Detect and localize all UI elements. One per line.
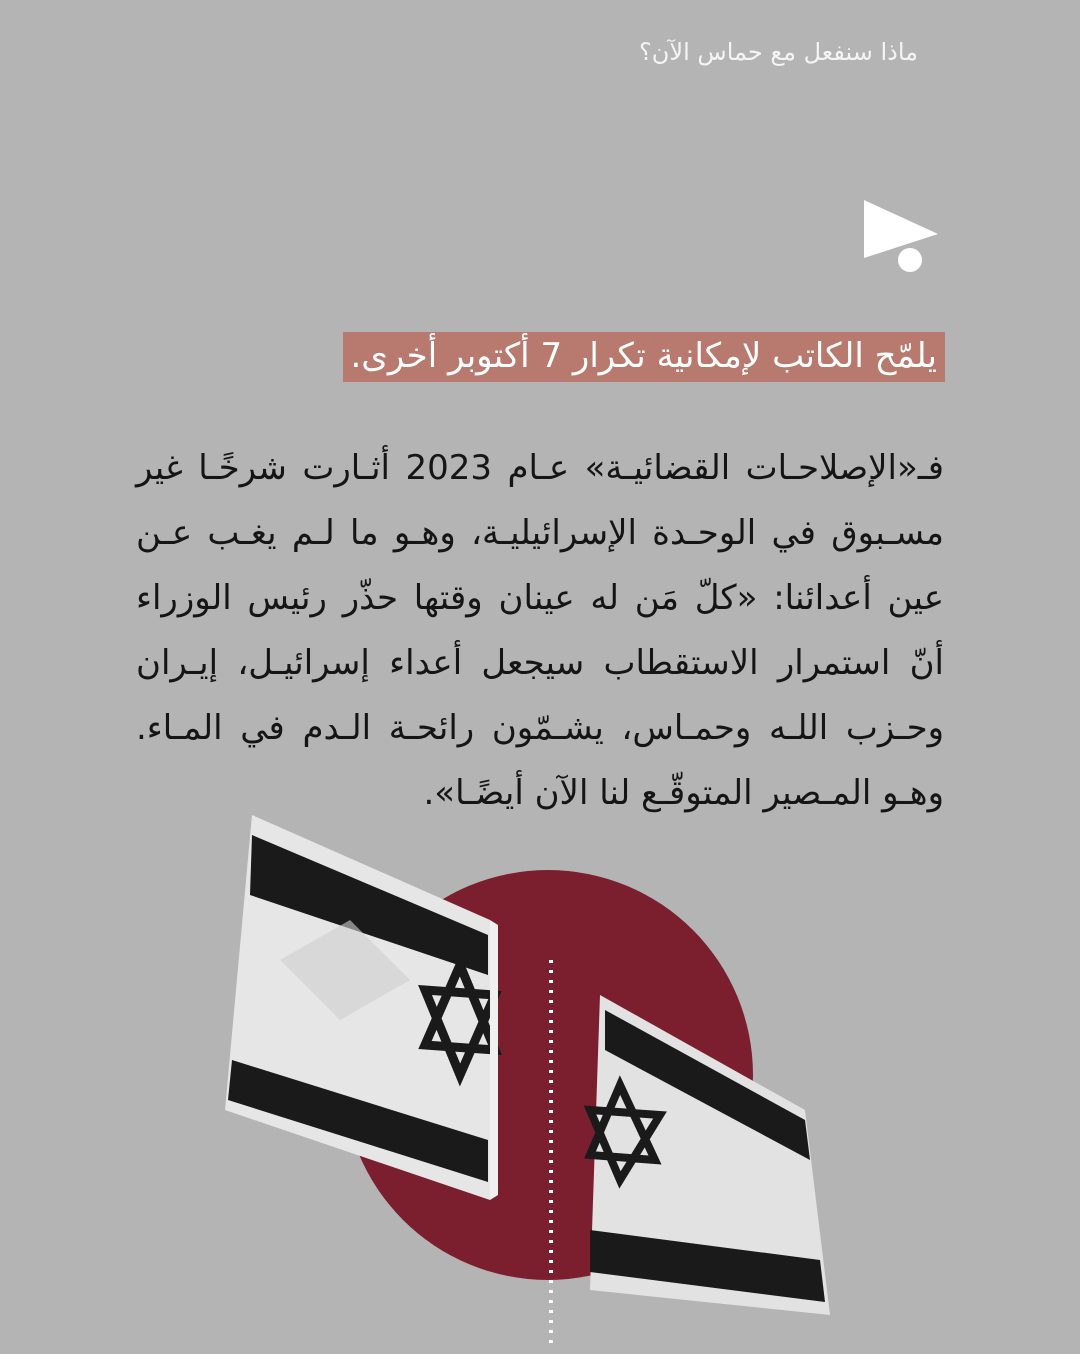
- body-line: مسـبوق في الوحـدة الإسرائيليـة، وهـو ما لـم يغـب عـن: [136, 513, 944, 553]
- body-line: وهـو المـصير المتوقّـع لنا الآن أيضًـا».: [423, 773, 944, 813]
- body-line: أنّ استمرار الاستقطاب سيجعل أعداء إسرائيـل، إيـران: [136, 643, 944, 683]
- series-title: ماذا سنفعل مع حماس الآن؟: [639, 38, 918, 66]
- body-line: وحـزب اللـه وحمـاس، يشـمّون رائحـة الـدم في المـاء.: [136, 708, 944, 748]
- body-text: [136, 440, 944, 830]
- highlighted-headline: يلمّح الكاتب لإمكانية تكرار 7 أكتوبر أخرى.: [343, 332, 946, 382]
- body-line: عين أعدائنا: «كلّ مَن له عينان وقتها حذّر رئيس الوزراء: [136, 578, 944, 618]
- israeli-flags-illustration: [220, 810, 860, 1354]
- brand-logo-icon: [862, 198, 942, 282]
- flag-left: [225, 815, 495, 1200]
- body-line: فـ«الإصلاحـات القضائيـة» عـام 2023 أثـارت شرخًـا غير: [136, 448, 944, 488]
